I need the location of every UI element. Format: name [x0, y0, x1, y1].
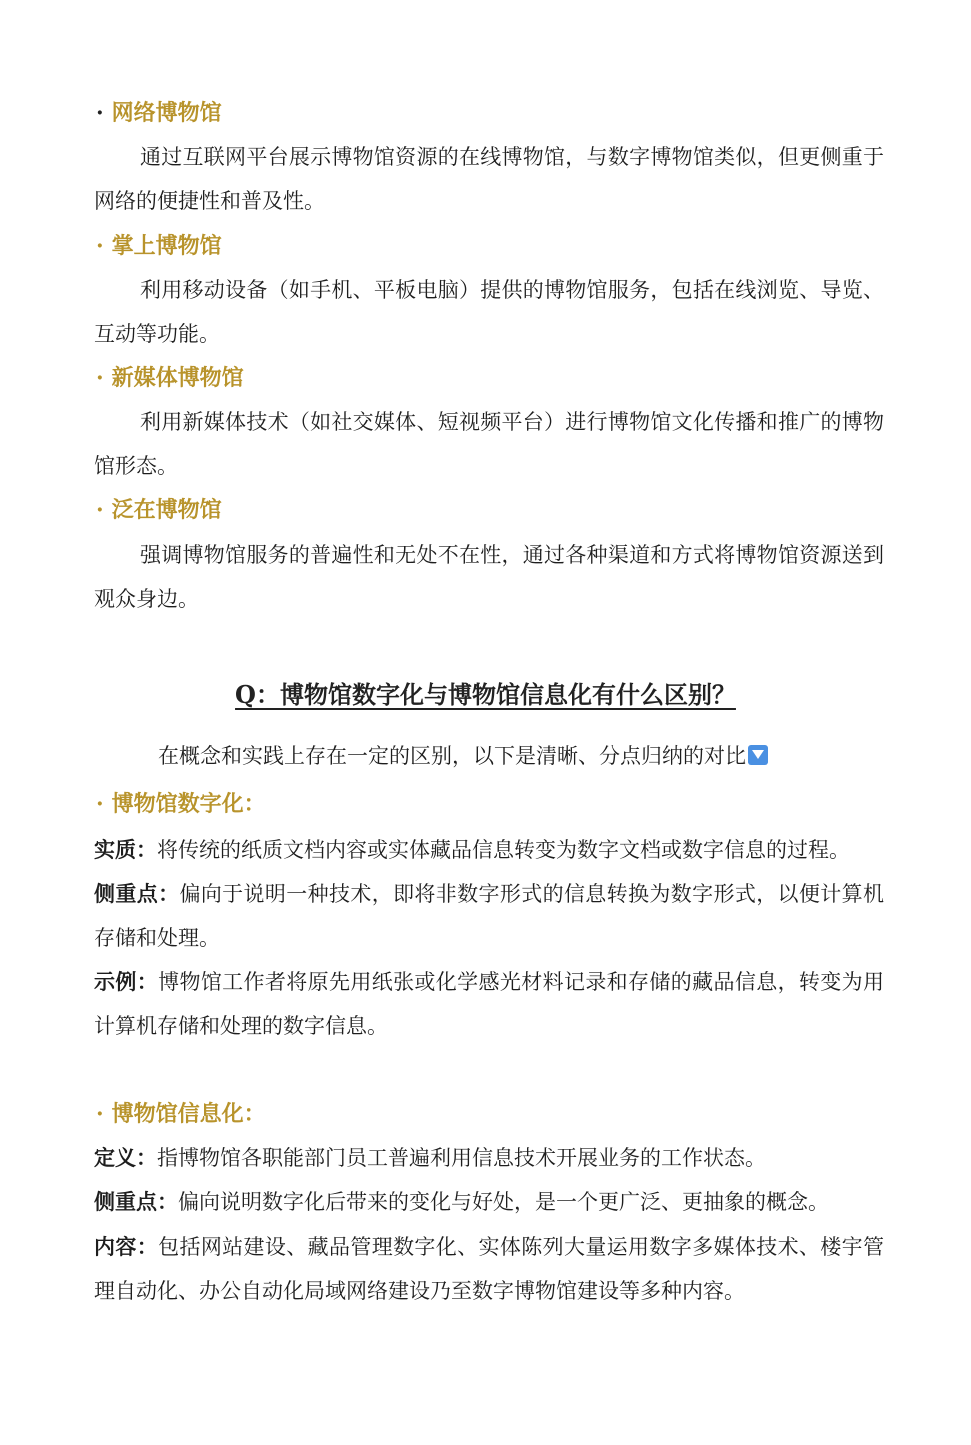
section-title: 新媒体博物馆	[111, 365, 244, 391]
bullet-dot: ·	[96, 100, 104, 126]
item-text: 包括网站建设、藏品管理数字化、实体陈列大量运用数字多媒体技术、楼宇管理自动化、办公自动化局域网络建设乃至数字博物馆建设等多种内容。	[94, 1235, 885, 1303]
question-intro	[158, 736, 768, 776]
informatization-item-content	[94, 1225, 884, 1313]
section-title: 网络博物馆	[111, 100, 222, 126]
digitization-item-essence	[94, 828, 884, 872]
section-text: 利用移动设备（如手机、平板电脑）提供的博物馆服务，包括在线浏览、导览、互动等功能。	[94, 278, 884, 346]
section-title: 掌上博物馆	[111, 233, 222, 259]
item-text: 偏向于说明一种技术，即将非数字形式的信息转换为数字形式，以便计算机存储和处理。	[94, 882, 885, 950]
bullet-dot: ·	[96, 365, 104, 391]
bullet-dot: ·	[96, 1101, 104, 1127]
item-label: 示例：	[94, 969, 159, 994]
item-label: 侧重点：	[94, 1189, 178, 1214]
section-heading-new-media-museum	[96, 363, 244, 393]
informatization-title: 博物馆信息化：	[111, 1101, 266, 1127]
item-text: 将传统的纸质文档内容或实体藏品信息转变为数字文档或数字信息的过程。	[157, 838, 850, 862]
section-heading-ubiquitous-museum	[96, 495, 222, 525]
item-label: 侧重点：	[94, 881, 180, 906]
bullet-dot: ·	[96, 791, 104, 817]
section-heading-online-museum	[96, 98, 222, 128]
section-title: 泛在博物馆	[111, 497, 222, 523]
item-text: 指博物馆各职能部门员工普遍利用信息技术开展业务的工作状态。	[157, 1146, 766, 1170]
item-text: 博物馆工作者将原先用纸张或化学感光材料记录和存储的藏品信息，转变为用计算机存储和处理的数字信息。	[94, 970, 885, 1038]
informatization-item-focus	[94, 1180, 884, 1224]
digitization-title: 博物馆数字化：	[111, 791, 266, 817]
section-text: 利用新媒体技术（如社交媒体、短视频平台）进行博物馆文化传播和推广的博物馆形态。	[94, 410, 884, 478]
item-label: 实质：	[94, 837, 157, 862]
digitization-heading	[96, 789, 266, 819]
item-label: 内容：	[94, 1234, 159, 1259]
question-intro-text: 在概念和实践上存在一定的区别，以下是清晰、分点归纳的对比	[158, 744, 746, 768]
section-text: 通过互联网平台展示博物馆资源的在线博物馆，与数字博物馆类似，但更侧重于网络的便捷性和普及性。	[94, 145, 884, 213]
down-arrow-icon	[748, 745, 768, 765]
section-text: 强调博物馆服务的普遍性和无处不在性，通过各种渠道和方式将博物馆资源送到观众身边。	[94, 543, 884, 611]
bullet-dot: ·	[96, 233, 104, 259]
bullet-dot: ·	[96, 497, 104, 523]
section-heading-mobile-museum	[96, 231, 222, 261]
question-title	[0, 678, 971, 712]
informatization-heading	[96, 1099, 266, 1129]
question-title-text: Q：博物馆数字化与博物馆信息化有什么区别？	[235, 680, 736, 709]
item-label: 定义：	[94, 1145, 157, 1170]
digitization-item-focus	[94, 872, 884, 960]
informatization-item-definition	[94, 1136, 884, 1180]
item-text: 偏向说明数字化后带来的变化与好处，是一个更广泛、更抽象的概念。	[178, 1190, 829, 1214]
digitization-item-example	[94, 960, 884, 1048]
